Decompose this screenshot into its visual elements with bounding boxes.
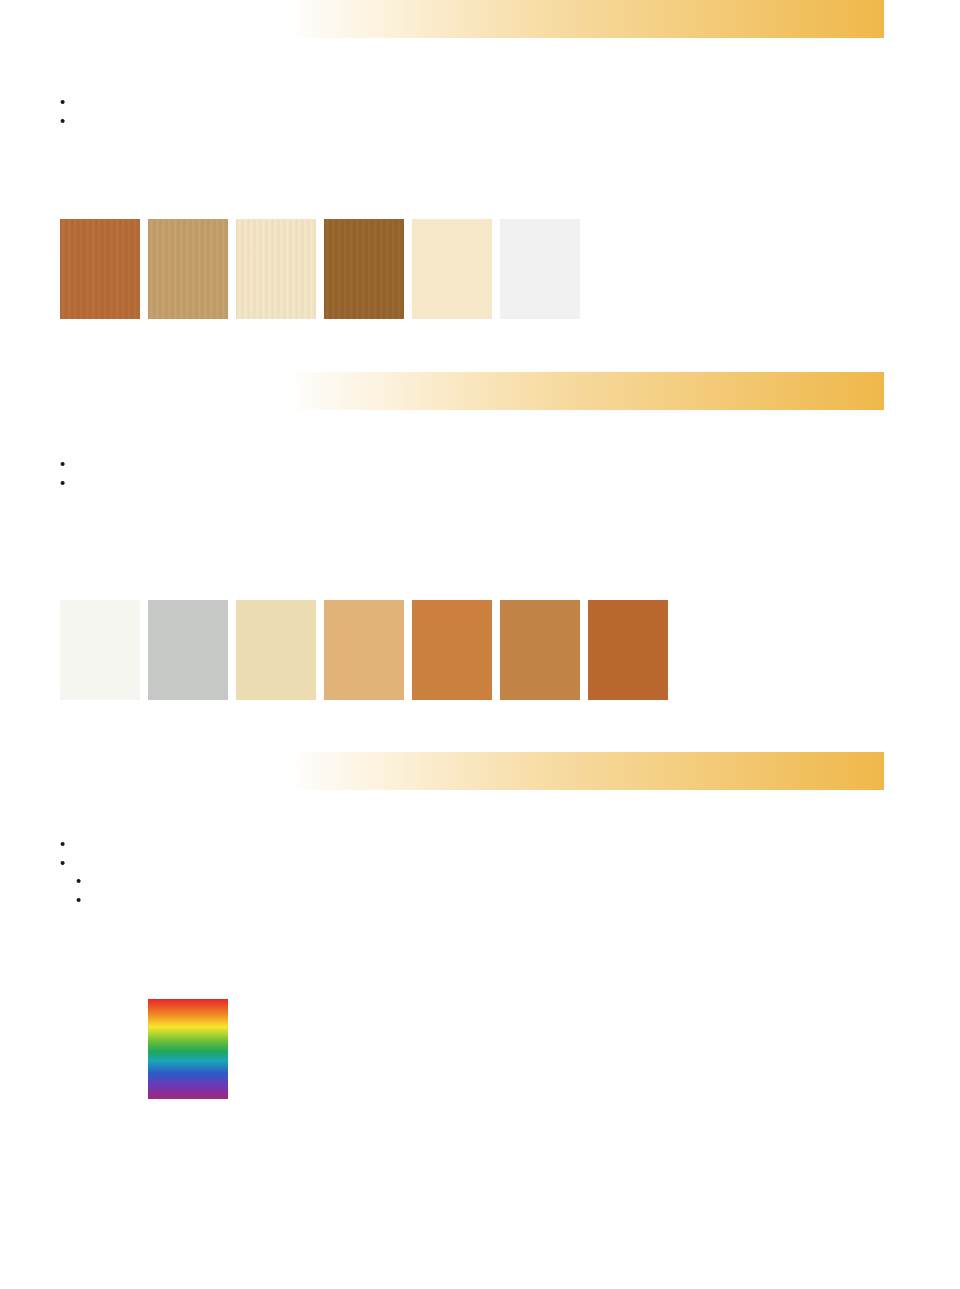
foil-swatch-2 bbox=[148, 219, 228, 319]
foil-swatch-3 bbox=[236, 219, 316, 319]
side-category-label bbox=[928, 80, 954, 570]
foil-swatch-6 bbox=[500, 219, 580, 319]
hpl-text-block bbox=[60, 836, 886, 910]
foil-bullet-1: • bbox=[60, 94, 66, 111]
hpl-sub-bullet-1: • bbox=[76, 873, 82, 890]
cpl-bullet-2: • bbox=[60, 474, 66, 492]
hpl-bullet-2: • bbox=[60, 854, 66, 872]
swatch-hpl-max-fh-ral bbox=[148, 999, 228, 1099]
foil-bullet-2: • bbox=[60, 112, 66, 130]
cpl-swatch-7 bbox=[588, 600, 668, 700]
cpl-swatch-2 bbox=[148, 600, 228, 700]
cpl-bullet-1: • bbox=[60, 456, 66, 473]
cpl-swatch-6 bbox=[500, 600, 580, 700]
cpl-swatch-3 bbox=[236, 600, 316, 700]
header-bar-cpl bbox=[284, 372, 884, 410]
foil-swatch-5 bbox=[412, 219, 492, 319]
hpl-bullet-1: • bbox=[60, 836, 66, 853]
cpl-swatch-1 bbox=[60, 600, 140, 700]
foil-text-block bbox=[60, 94, 886, 131]
cpl-swatch-4 bbox=[324, 600, 404, 700]
header-bar-foliovany bbox=[284, 0, 884, 38]
cpl-text-block bbox=[60, 456, 886, 493]
foil-swatch-4 bbox=[324, 219, 404, 319]
swatch-hpl-seda bbox=[60, 999, 140, 1099]
foil-swatch-1 bbox=[60, 219, 140, 319]
header-bar-hpl bbox=[284, 752, 884, 790]
cpl-swatch-5 bbox=[412, 600, 492, 700]
hpl-sub-bullet-2: • bbox=[76, 891, 82, 909]
